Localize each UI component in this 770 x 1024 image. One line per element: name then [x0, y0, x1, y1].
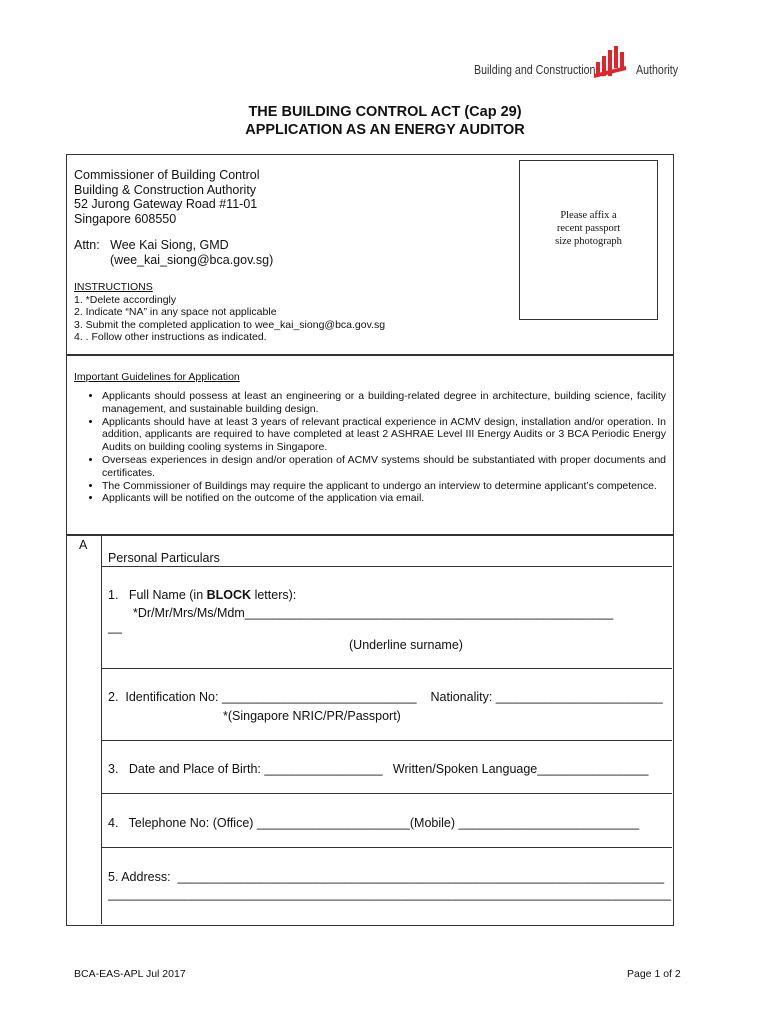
logo-text-left: Building and Construction — [474, 62, 596, 77]
full-name-continuation: __ — [108, 620, 122, 634]
photo-text: recent passport — [556, 223, 621, 234]
photo-text: Please affix a — [560, 210, 617, 221]
address-block — [74, 168, 260, 226]
identification-nationality-field[interactable]: 2. Identification No: ____________________________ Nationality: ________________________ — [108, 690, 663, 704]
row-divider — [101, 740, 672, 741]
full-name-label: 1. Full Name (in BLOCK letters): — [108, 588, 297, 602]
footer-doc-code: BCA-EAS-APL Jul 2017 — [74, 968, 186, 980]
instruction-item: 1. *Delete accordingly — [74, 293, 177, 306]
instructions — [74, 281, 385, 344]
bca-logo — [470, 44, 685, 84]
guidelines-list — [74, 390, 666, 505]
full-name-note: (Underline surname) — [349, 638, 463, 652]
guideline-item: • Applicants will be notified on the outcome of the application via email. — [102, 492, 666, 505]
photo-text: size photograph — [555, 236, 622, 247]
instruction-item: 4. . Follow other instructions as indicated. — [74, 331, 267, 344]
form-title-line2: APPLICATION AS AN ENERGY AUDITOR — [245, 122, 525, 138]
guideline-item: • Overseas experiences in design and/or operation of ACMV systems should be substantiated with proper documents and certificates. — [102, 454, 666, 480]
birth-language-field[interactable]: 3. Date and Place of Birth: _________________ Written/Spoken Language________________ — [108, 762, 649, 776]
guideline-item: • Applicants should have at least 3 years of relevant practical experience in ACMV design, installation and/or operation. In addition, applicants are required to have completed at least 2 ASHRAE Level III Energy Audits or 3 BCA Periodic Energy Audits on building cooling systems in Singapore. — [102, 416, 666, 454]
form-title-line1: THE BUILDING CONTROL ACT (Cap 29) — [248, 104, 522, 120]
full-name-field[interactable]: *Dr/Mr/Mrs/Ms/Mdm_____________________________________________________ — [133, 606, 614, 620]
address-line: Commissioner of Building Control — [74, 168, 260, 182]
row-divider — [101, 793, 672, 794]
footer-page-number: Page 1 of 2 — [627, 968, 681, 980]
address-line: 52 Jurong Gateway Road #11-01 — [74, 197, 258, 211]
attention-email: (wee_kai_siong@bca.gov.sg) — [110, 253, 274, 267]
photo-placeholder — [519, 160, 658, 320]
guidelines-heading: Important Guidelines for Application — [74, 371, 240, 383]
guideline-item: • Applicants should possess at least an engineering or a building-related degree in architecture, building science, facility management, and sustainable building design. — [102, 390, 666, 416]
section-heading: Personal Particulars — [108, 551, 220, 565]
row-divider — [101, 847, 672, 848]
address-field-continuation[interactable]: _________________________________________________________________________________ — [108, 887, 672, 901]
instruction-item: 3. Submit the completed application to wee_kai_siong@bca.gov.sg — [74, 318, 386, 331]
guideline-item: • The Commissioner of Buildings may require the applicant to undergo an interview to determine applicant’s competence. — [102, 480, 666, 493]
address-field[interactable]: 5. Address: ______________________________________________________________________ — [108, 870, 665, 884]
section-divider — [101, 534, 102, 924]
logo-text-right: Authority — [636, 62, 679, 77]
section-letter: A — [79, 538, 88, 552]
row-divider — [101, 668, 672, 669]
instruction-item: 2. Indicate “NA” in any space not applicable — [74, 306, 277, 319]
instructions-heading: INSTRUCTIONS — [74, 281, 153, 293]
address-line: Singapore 608550 — [74, 211, 177, 226]
address-line: Building & Construction Authority — [74, 182, 257, 197]
bca-logo-icon — [594, 44, 634, 80]
telephone-field[interactable]: 4. Telephone No: (Office) ______________________(Mobile) __________________________ — [108, 816, 640, 830]
row-divider — [101, 566, 672, 567]
identification-note: *(Singapore NRIC/PR/Passport) — [223, 709, 401, 723]
attention-line: Attn: Wee Kai Siong, GMD — [74, 238, 229, 252]
